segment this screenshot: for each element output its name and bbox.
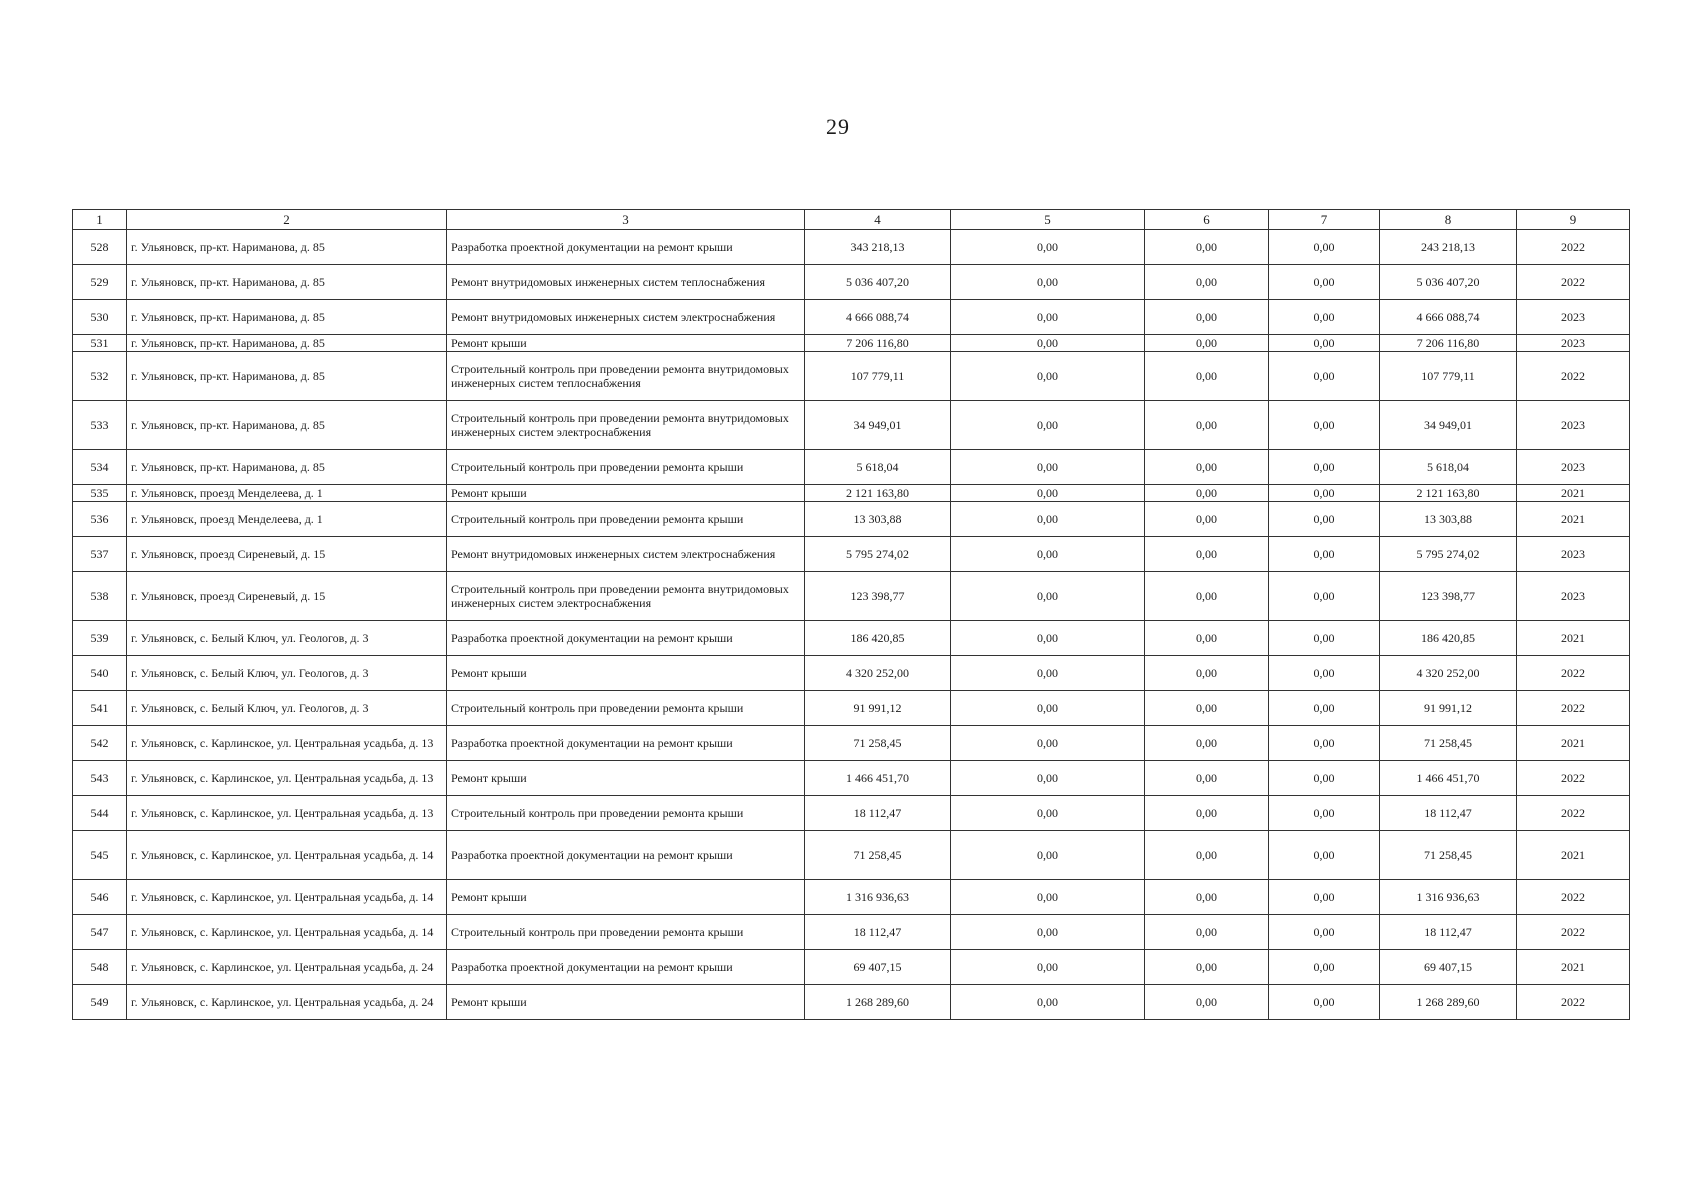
column-6-cell: 0,00 (1145, 691, 1269, 726)
total-cost-cell: 123 398,77 (805, 572, 951, 621)
row-number: 531 (73, 335, 127, 352)
column-5-cell: 0,00 (951, 450, 1145, 485)
table-row (73, 656, 1630, 691)
row-number: 534 (73, 450, 127, 485)
column-5-cell: 0,00 (951, 691, 1145, 726)
total-cost-cell: 1 268 289,60 (805, 985, 951, 1020)
column-7-cell: 0,00 (1269, 796, 1380, 831)
column-7-cell: 0,00 (1269, 656, 1380, 691)
row-number: 528 (73, 230, 127, 265)
column-7-cell: 0,00 (1269, 761, 1380, 796)
column-5-cell: 0,00 (951, 831, 1145, 880)
work-type-cell: Строительный контроль при проведении ремонта внутридомовых инженерных систем теплоснабжения (447, 352, 805, 401)
total-cost-cell: 5 036 407,20 (805, 265, 951, 300)
column-5-cell: 0,00 (951, 485, 1145, 502)
row-number: 530 (73, 300, 127, 335)
address-cell: г. Ульяновск, проезд Менделеева, д. 1 (127, 485, 447, 502)
address-cell: г. Ульяновск, пр-кт. Нариманова, д. 85 (127, 230, 447, 265)
column-header: 3 (447, 210, 805, 230)
total-cost-cell: 4 320 252,00 (805, 656, 951, 691)
column-7-cell: 0,00 (1269, 335, 1380, 352)
total-cost-cell: 34 949,01 (805, 401, 951, 450)
column-8-cell: 186 420,85 (1380, 621, 1517, 656)
column-header: 8 (1380, 210, 1517, 230)
year-cell: 2022 (1517, 656, 1630, 691)
total-cost-cell: 2 121 163,80 (805, 485, 951, 502)
total-cost-cell: 13 303,88 (805, 502, 951, 537)
column-8-cell: 13 303,88 (1380, 502, 1517, 537)
column-8-cell: 5 618,04 (1380, 450, 1517, 485)
column-header: 6 (1145, 210, 1269, 230)
work-type-cell: Ремонт крыши (447, 761, 805, 796)
table-row (73, 950, 1630, 985)
column-6-cell: 0,00 (1145, 401, 1269, 450)
column-7-cell: 0,00 (1269, 691, 1380, 726)
row-number: 533 (73, 401, 127, 450)
column-header: 5 (951, 210, 1145, 230)
column-5-cell: 0,00 (951, 726, 1145, 761)
total-cost-cell: 71 258,45 (805, 831, 951, 880)
column-8-cell: 4 320 252,00 (1380, 656, 1517, 691)
column-5-cell: 0,00 (951, 300, 1145, 335)
column-8-cell: 1 316 936,63 (1380, 880, 1517, 915)
work-type-cell: Разработка проектной документации на ремонт крыши (447, 621, 805, 656)
table-row (73, 796, 1630, 831)
column-7-cell: 0,00 (1269, 265, 1380, 300)
column-8-cell: 7 206 116,80 (1380, 335, 1517, 352)
year-cell: 2022 (1517, 915, 1630, 950)
table-row (73, 621, 1630, 656)
column-7-cell: 0,00 (1269, 621, 1380, 656)
column-6-cell: 0,00 (1145, 230, 1269, 265)
address-cell: г. Ульяновск, с. Карлинское, ул. Центральная усадьба, д. 13 (127, 761, 447, 796)
column-5-cell: 0,00 (951, 656, 1145, 691)
address-cell: г. Ульяновск, проезд Сиреневый, д. 15 (127, 572, 447, 621)
column-6-cell: 0,00 (1145, 656, 1269, 691)
work-type-cell: Ремонт внутридомовых инженерных систем электроснабжения (447, 300, 805, 335)
total-cost-cell: 69 407,15 (805, 950, 951, 985)
table-row (73, 537, 1630, 572)
column-7-cell: 0,00 (1269, 915, 1380, 950)
row-number: 543 (73, 761, 127, 796)
table-row (73, 502, 1630, 537)
column-5-cell: 0,00 (951, 401, 1145, 450)
row-number: 532 (73, 352, 127, 401)
total-cost-cell: 18 112,47 (805, 915, 951, 950)
column-7-cell: 0,00 (1269, 880, 1380, 915)
work-type-cell: Ремонт крыши (447, 880, 805, 915)
column-7-cell: 0,00 (1269, 537, 1380, 572)
column-8-cell: 71 258,45 (1380, 726, 1517, 761)
column-8-cell: 91 991,12 (1380, 691, 1517, 726)
column-8-cell: 1 268 289,60 (1380, 985, 1517, 1020)
column-6-cell: 0,00 (1145, 502, 1269, 537)
year-cell: 2022 (1517, 796, 1630, 831)
address-cell: г. Ульяновск, пр-кт. Нариманова, д. 85 (127, 352, 447, 401)
address-cell: г. Ульяновск, с. Карлинское, ул. Центральная усадьба, д. 13 (127, 726, 447, 761)
year-cell: 2021 (1517, 502, 1630, 537)
column-7-cell: 0,00 (1269, 726, 1380, 761)
address-cell: г. Ульяновск, с. Карлинское, ул. Центральная усадьба, д. 13 (127, 796, 447, 831)
column-5-cell: 0,00 (951, 352, 1145, 401)
work-type-cell: Разработка проектной документации на ремонт крыши (447, 726, 805, 761)
total-cost-cell: 4 666 088,74 (805, 300, 951, 335)
capital-repair-table (72, 209, 1630, 1020)
year-cell: 2023 (1517, 572, 1630, 621)
address-cell: г. Ульяновск, с. Карлинское, ул. Центральная усадьба, д. 24 (127, 950, 447, 985)
address-cell: г. Ульяновск, с. Карлинское, ул. Центральная усадьба, д. 24 (127, 985, 447, 1020)
row-number: 549 (73, 985, 127, 1020)
column-header: 7 (1269, 210, 1380, 230)
column-8-cell: 5 795 274,02 (1380, 537, 1517, 572)
column-5-cell: 0,00 (951, 230, 1145, 265)
address-cell: г. Ульяновск, с. Белый Ключ, ул. Геологов, д. 3 (127, 621, 447, 656)
column-6-cell: 0,00 (1145, 572, 1269, 621)
column-8-cell: 4 666 088,74 (1380, 300, 1517, 335)
address-cell: г. Ульяновск, пр-кт. Нариманова, д. 85 (127, 401, 447, 450)
row-number: 540 (73, 656, 127, 691)
column-header: 1 (73, 210, 127, 230)
column-8-cell: 18 112,47 (1380, 796, 1517, 831)
row-number: 535 (73, 485, 127, 502)
table-row (73, 300, 1630, 335)
row-number: 538 (73, 572, 127, 621)
column-8-cell: 243 218,13 (1380, 230, 1517, 265)
year-cell: 2022 (1517, 761, 1630, 796)
column-5-cell: 0,00 (951, 335, 1145, 352)
work-type-cell: Строительный контроль при проведении ремонта крыши (447, 502, 805, 537)
work-type-cell: Разработка проектной документации на ремонт крыши (447, 950, 805, 985)
table-body (73, 230, 1630, 1020)
address-cell: г. Ульяновск, пр-кт. Нариманова, д. 85 (127, 265, 447, 300)
column-6-cell: 0,00 (1145, 537, 1269, 572)
column-7-cell: 0,00 (1269, 485, 1380, 502)
column-5-cell: 0,00 (951, 761, 1145, 796)
address-cell: г. Ульяновск, с. Белый Ключ, ул. Геологов, д. 3 (127, 656, 447, 691)
year-cell: 2023 (1517, 450, 1630, 485)
work-type-cell: Строительный контроль при проведении ремонта крыши (447, 450, 805, 485)
column-number-row (73, 210, 1630, 230)
year-cell: 2023 (1517, 335, 1630, 352)
table-row (73, 726, 1630, 761)
year-cell: 2023 (1517, 401, 1630, 450)
column-7-cell: 0,00 (1269, 352, 1380, 401)
column-8-cell: 107 779,11 (1380, 352, 1517, 401)
year-cell: 2021 (1517, 726, 1630, 761)
column-6-cell: 0,00 (1145, 880, 1269, 915)
row-number: 546 (73, 880, 127, 915)
column-header: 4 (805, 210, 951, 230)
column-7-cell: 0,00 (1269, 985, 1380, 1020)
address-cell: г. Ульяновск, пр-кт. Нариманова, д. 85 (127, 335, 447, 352)
work-type-cell: Строительный контроль при проведении ремонта внутридомовых инженерных систем электроснабжения (447, 572, 805, 621)
column-7-cell: 0,00 (1269, 831, 1380, 880)
column-5-cell: 0,00 (951, 985, 1145, 1020)
column-6-cell: 0,00 (1145, 796, 1269, 831)
column-header: 2 (127, 210, 447, 230)
page-number: 29 (826, 114, 850, 139)
column-7-cell: 0,00 (1269, 401, 1380, 450)
row-number: 544 (73, 796, 127, 831)
column-6-cell: 0,00 (1145, 300, 1269, 335)
year-cell: 2021 (1517, 621, 1630, 656)
table-row (73, 880, 1630, 915)
address-cell: г. Ульяновск, проезд Менделеева, д. 1 (127, 502, 447, 537)
row-number: 541 (73, 691, 127, 726)
year-cell: 2022 (1517, 691, 1630, 726)
column-5-cell: 0,00 (951, 950, 1145, 985)
address-cell: г. Ульяновск, с. Карлинское, ул. Центральная усадьба, д. 14 (127, 880, 447, 915)
address-cell: г. Ульяновск, пр-кт. Нариманова, д. 85 (127, 450, 447, 485)
column-5-cell: 0,00 (951, 502, 1145, 537)
row-number: 529 (73, 265, 127, 300)
total-cost-cell: 186 420,85 (805, 621, 951, 656)
column-5-cell: 0,00 (951, 880, 1145, 915)
address-cell: г. Ульяновск, с. Карлинское, ул. Центральная усадьба, д. 14 (127, 915, 447, 950)
column-6-cell: 0,00 (1145, 915, 1269, 950)
table-row (73, 230, 1630, 265)
work-type-cell: Ремонт внутридомовых инженерных систем теплоснабжения (447, 265, 805, 300)
work-type-cell: Строительный контроль при проведении ремонта внутридомовых инженерных систем электроснабжения (447, 401, 805, 450)
table-row (73, 915, 1630, 950)
column-5-cell: 0,00 (951, 572, 1145, 621)
column-8-cell: 2 121 163,80 (1380, 485, 1517, 502)
work-type-cell: Строительный контроль при проведении ремонта крыши (447, 915, 805, 950)
row-number: 548 (73, 950, 127, 985)
column-8-cell: 1 466 451,70 (1380, 761, 1517, 796)
table-row (73, 985, 1630, 1020)
work-type-cell: Ремонт крыши (447, 656, 805, 691)
table-row (73, 761, 1630, 796)
total-cost-cell: 107 779,11 (805, 352, 951, 401)
column-7-cell: 0,00 (1269, 502, 1380, 537)
row-number: 536 (73, 502, 127, 537)
column-6-cell: 0,00 (1145, 985, 1269, 1020)
row-number: 545 (73, 831, 127, 880)
total-cost-cell: 5 618,04 (805, 450, 951, 485)
column-header: 9 (1517, 210, 1630, 230)
year-cell: 2021 (1517, 485, 1630, 502)
table-row (73, 691, 1630, 726)
total-cost-cell: 1 316 936,63 (805, 880, 951, 915)
total-cost-cell: 1 466 451,70 (805, 761, 951, 796)
column-8-cell: 18 112,47 (1380, 915, 1517, 950)
year-cell: 2022 (1517, 230, 1630, 265)
year-cell: 2021 (1517, 831, 1630, 880)
work-type-cell: Разработка проектной документации на ремонт крыши (447, 230, 805, 265)
total-cost-cell: 343 218,13 (805, 230, 951, 265)
column-8-cell: 34 949,01 (1380, 401, 1517, 450)
year-cell: 2023 (1517, 300, 1630, 335)
column-6-cell: 0,00 (1145, 352, 1269, 401)
total-cost-cell: 91 991,12 (805, 691, 951, 726)
column-8-cell: 123 398,77 (1380, 572, 1517, 621)
year-cell: 2022 (1517, 880, 1630, 915)
table-row (73, 401, 1630, 450)
year-cell: 2021 (1517, 950, 1630, 985)
address-cell: г. Ульяновск, проезд Сиреневый, д. 15 (127, 537, 447, 572)
year-cell: 2022 (1517, 265, 1630, 300)
address-cell: г. Ульяновск, с. Карлинское, ул. Центральная усадьба, д. 14 (127, 831, 447, 880)
address-cell: г. Ульяновск, с. Белый Ключ, ул. Геологов, д. 3 (127, 691, 447, 726)
column-5-cell: 0,00 (951, 537, 1145, 572)
work-type-cell: Строительный контроль при проведении ремонта крыши (447, 796, 805, 831)
column-6-cell: 0,00 (1145, 761, 1269, 796)
column-6-cell: 0,00 (1145, 950, 1269, 985)
table-row (73, 335, 1630, 352)
total-cost-cell: 71 258,45 (805, 726, 951, 761)
column-8-cell: 69 407,15 (1380, 950, 1517, 985)
year-cell: 2023 (1517, 537, 1630, 572)
column-5-cell: 0,00 (951, 915, 1145, 950)
row-number: 539 (73, 621, 127, 656)
total-cost-cell: 18 112,47 (805, 796, 951, 831)
column-8-cell: 71 258,45 (1380, 831, 1517, 880)
table-row (73, 485, 1630, 502)
total-cost-cell: 5 795 274,02 (805, 537, 951, 572)
column-7-cell: 0,00 (1269, 300, 1380, 335)
column-5-cell: 0,00 (951, 265, 1145, 300)
work-type-cell: Ремонт крыши (447, 485, 805, 502)
work-type-cell: Разработка проектной документации на ремонт крыши (447, 831, 805, 880)
column-7-cell: 0,00 (1269, 950, 1380, 985)
table-row (73, 352, 1630, 401)
column-5-cell: 0,00 (951, 621, 1145, 656)
column-6-cell: 0,00 (1145, 726, 1269, 761)
column-5-cell: 0,00 (951, 796, 1145, 831)
column-6-cell: 0,00 (1145, 450, 1269, 485)
column-6-cell: 0,00 (1145, 621, 1269, 656)
column-6-cell: 0,00 (1145, 335, 1269, 352)
column-6-cell: 0,00 (1145, 265, 1269, 300)
column-8-cell: 5 036 407,20 (1380, 265, 1517, 300)
total-cost-cell: 7 206 116,80 (805, 335, 951, 352)
work-type-cell: Строительный контроль при проведении ремонта крыши (447, 691, 805, 726)
row-number: 542 (73, 726, 127, 761)
row-number: 547 (73, 915, 127, 950)
year-cell: 2022 (1517, 352, 1630, 401)
column-6-cell: 0,00 (1145, 485, 1269, 502)
address-cell: г. Ульяновск, пр-кт. Нариманова, д. 85 (127, 300, 447, 335)
table-row (73, 450, 1630, 485)
row-number: 537 (73, 537, 127, 572)
column-7-cell: 0,00 (1269, 230, 1380, 265)
work-type-cell: Ремонт крыши (447, 335, 805, 352)
column-7-cell: 0,00 (1269, 450, 1380, 485)
work-type-cell: Ремонт крыши (447, 985, 805, 1020)
work-type-cell: Ремонт внутридомовых инженерных систем электроснабжения (447, 537, 805, 572)
column-6-cell: 0,00 (1145, 831, 1269, 880)
year-cell: 2022 (1517, 985, 1630, 1020)
table-row (73, 265, 1630, 300)
table-row (73, 831, 1630, 880)
table-row (73, 572, 1630, 621)
column-7-cell: 0,00 (1269, 572, 1380, 621)
